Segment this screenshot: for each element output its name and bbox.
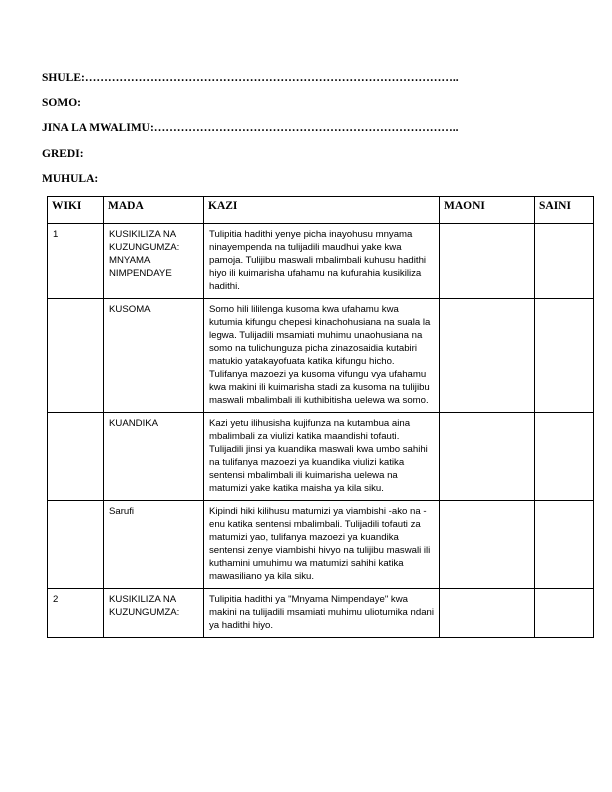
kazi-cell: Somo hili lililenga kusoma kwa ufahamu kwa kutumia kifungu chepesi kinachohusiana na suala la legwa. Tulijadili msamiati muhimu unaohusiana na somo na tulichunguza picha zinazosaidia kutabiri matukio yatakayofuata katika kifungu hicho. Tulifanya mazoezi ya kusoma vifungu vya ufahamu kwa makini ili kuimarisha stadi za kusoma na tulijibu maswali mbalimbali ili kuthibitisha uelewa wa somo. [204,299,440,413]
jina-la-mwalimu-field: JINA LA MWALIMU:…………………………………………………………………….. [42,122,459,134]
column-header-maoni: MAONI [440,197,535,224]
maoni-cell [440,589,535,638]
maoni-cell [440,501,535,589]
column-header-saini: SAINI [535,197,594,224]
gredi-field: GREDI: [42,148,84,160]
table-row [48,224,594,299]
lesson-record-table [47,196,594,638]
maoni-cell [440,413,535,501]
mada-cell: KUSIKILIZA NA KUZUNGUMZA: MNYAMA NIMPENDAYE [104,224,204,299]
wiki-cell [48,413,104,501]
saini-cell [535,299,594,413]
column-header-mada: MADA [104,197,204,224]
table-header-row [48,197,594,224]
table-row [48,413,594,501]
kazi-cell: Kazi yetu ilihusisha kujifunza na kutambua aina mbalimbali za viulizi katika maandishi tofauti. Tulijadili jinsi ya kuandika maswali kwa umbo sahihi na tulifanya mazoezi ya kuandika viulizi katika sentensi mbalimbali ili kuimarisha uelewa na matumizi yake katika maisha ya kila siku. [204,413,440,501]
somo-field: SOMO: [42,97,81,109]
kazi-cell: Kipindi hiki kilihusu matumizi ya viambishi -ako na -enu katika sentensi mbalimbali. Tulijadili tofauti za matumizi yao, tulifanya mazoezi ya kuandika sentensi zenye viambishi hivyo na tulijibu maswali ili kuthamini umuhimu wa matumizi sahihi katika mawasiliano ya kila siku. [204,501,440,589]
mada-cell: KUSOMA [104,299,204,413]
wiki-cell: 1 [48,224,104,299]
saini-cell [535,224,594,299]
table-row [48,299,594,413]
saini-cell [535,413,594,501]
shule-field: SHULE:…………………………………………………………………………………….. [42,72,459,84]
mada-cell: KUANDIKA [104,413,204,501]
kazi-cell: Tulipitia hadithi yenye picha inayohusu mnyama ninayempenda na tulijadili maudhui yake kwa pamoja. Tulijibu maswali mbalimbali kuhusu hadithi hiyo ili kuimarisha ufahamu na kufurahia kusikiliza hadithi. [204,224,440,299]
muhula-field: MUHULA: [42,173,99,185]
wiki-cell [48,501,104,589]
wiki-cell [48,299,104,413]
column-header-kazi: KAZI [204,197,440,224]
mada-cell: KUSIKILIZA NA KUZUNGUMZA: [104,589,204,638]
maoni-cell [440,299,535,413]
column-header-wiki: WIKI [48,197,104,224]
wiki-cell: 2 [48,589,104,638]
mada-cell: Sarufi [104,501,204,589]
saini-cell [535,589,594,638]
maoni-cell [440,224,535,299]
table-row [48,501,594,589]
table-row [48,589,594,638]
saini-cell [535,501,594,589]
kazi-cell: Tulipitia hadithi ya "Mnyama Nimpendaye" kwa makini na tulijadili msamiati muhimu uliotumika ndani ya hadithi hiyo. [204,589,440,638]
